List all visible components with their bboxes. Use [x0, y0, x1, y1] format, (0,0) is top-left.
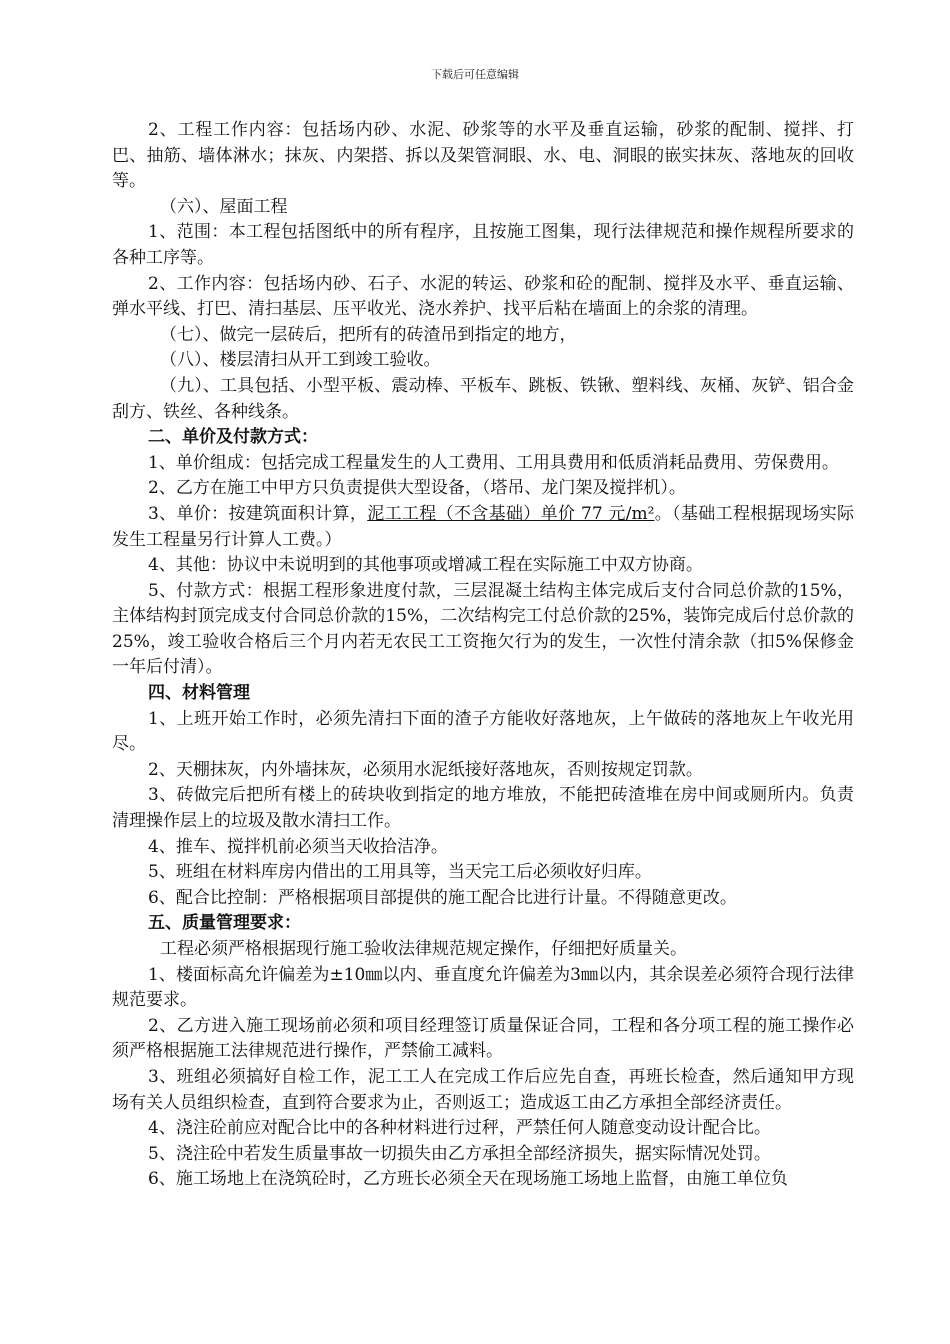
- paragraph: 5、付款方式：根据工程形象进度付款，三层混凝土结构主体完成后支付合同总价款的15%，主体结构封顶完成支付合同总价款的15%，二次结构完工付总价款的25%，装饰完成后付总价款的25%，竣工验收合格后三个月内若无农民工工资拖欠行为的发生，一次性付清余款（扣5%保修金一年后付清）。: [112, 580, 854, 678]
- unit-price-suffix: 。（基础工程根据现场实际发生工程量另行计算人工费。）: [112, 503, 854, 550]
- paragraph: 4、推车、搅拌机前必须当天收拾洁净。: [148, 836, 448, 857]
- paragraph: 2、天棚抹灰，内外墙抹灰，必须用水泥纸接好落地灰，否则按规定罚款。: [148, 759, 703, 780]
- paragraph: 2、乙方在施工中甲方只负责提供大型设备，（塔吊、龙门架及搅拌机）。: [148, 478, 686, 499]
- paragraph: [112, 502, 854, 553]
- paragraph: （八）、楼层清扫从开工到竣工验收。: [160, 350, 441, 371]
- paragraph: 4、其他：协议中未说明到的其他事项或增减工程在实际施工中双方协商。: [148, 555, 703, 576]
- paragraph: 6、施工场地上在浇筑砼时，乙方班长必须全天在现场施工场地上监督，由施工单位负: [148, 1169, 788, 1190]
- paragraph: 5、班组在材料库房内借出的工用具等，当天完工后必须收好归库。: [148, 862, 652, 883]
- section-heading: 二、单价及付款方式：: [148, 427, 318, 448]
- paragraph: 工程必须严格根据现行施工验收法律规范规定操作，仔细把好质量关。: [160, 939, 687, 959]
- paragraph: 2、工程工作内容：包括场内砂、水泥、砂浆等的水平及垂直运输，砂浆的配制、搅拌、打巴、抽筋、墙体淋水；抹灰、内架搭、拆以及架管洞眼、水、电、洞眼的嵌实抹灰、落地灰的回收等。: [112, 120, 854, 192]
- section-heading: 四、材料管理: [148, 683, 250, 704]
- paragraph: 2、工作内容：包括场内砂、石子、水泥的转运、砂浆和砼的配制、搅拌及水平、垂直运输、弹水平线、打巴、清扫基层、压平收光、浇水养护、找平后粘在墙面上的余浆的清理。: [112, 273, 854, 320]
- paragraph: 6、配合比控制：严格根据项目部提供的施工配合比进行计量。不得随意更改。: [148, 887, 737, 908]
- paragraph: 4、浇注砼前应对配合比中的各种材料进行过秤，严禁任何人随意变动设计配合比。: [148, 1118, 771, 1139]
- unit-price-prefix: 3、单价：按建筑面积计算，: [148, 503, 368, 524]
- paragraph: 3、砖做完后把所有楼上的砖块收到指定的地方堆放，不能把砖渣堆在房中间或厕所内。负责清理操作层上的垃圾及散水清扫工作。: [112, 785, 854, 832]
- paragraph: （九）、工具包括、小型平板、震动棒、平板车、跳板、铁锹、塑料线、灰桶、灰铲、铝合金刮方、铁丝、各种线条。: [112, 375, 854, 422]
- paragraph: 2、乙方进入施工现场前必须和项目经理签订质量保证合同，工程和各分项工程的施工操作必须严格根据施工法律规范进行操作，严禁偷工减料。: [112, 1015, 854, 1062]
- paragraph: 1、楼面标高允许偏差为±10㎜以内、垂直度允许偏差为3㎜以内，其余误差必须符合现行法律规范要求。: [112, 964, 854, 1011]
- paragraph: 1、单价组成：包括完成工程量发生的人工费用、工用具费用和低质消耗品费用、劳保费用。: [148, 452, 839, 473]
- paragraph: 3、班组必须搞好自检工作，泥工工人在完成工作后应先自查，再班长检查，然后通知甲方现场有关人员组织检查，直到符合要求为止，否则返工；造成返工由乙方承担全部经济责任。: [112, 1066, 854, 1113]
- document-body: [112, 118, 854, 1193]
- section-heading: 五、质量管理要求：: [148, 913, 301, 934]
- paragraph: 5、浇注砼中若发生质量事故一切损失由乙方承担全部经济损失，据实际情况处罚。: [148, 1143, 771, 1164]
- paragraph: 1、上班开始工作时，必须先清扫下面的渣子方能收好落地灰，上午做砖的落地灰上午收光用尽。: [112, 708, 854, 755]
- unit-price-underlined: 泥工工程（不含基础）单价 77 元/m²: [367, 503, 655, 524]
- page-header: 下载后可任意编辑: [431, 68, 519, 81]
- paragraph: 1、范围：本工程包括图纸中的所有程序，且按施工图集，现行法律规范和操作规程所要求的各种工序等。: [112, 222, 854, 268]
- paragraph: （七）、做完一层砖后，把所有的砖渣吊到指定的地方，: [160, 324, 577, 345]
- section-heading: （六）、屋面工程: [160, 196, 288, 217]
